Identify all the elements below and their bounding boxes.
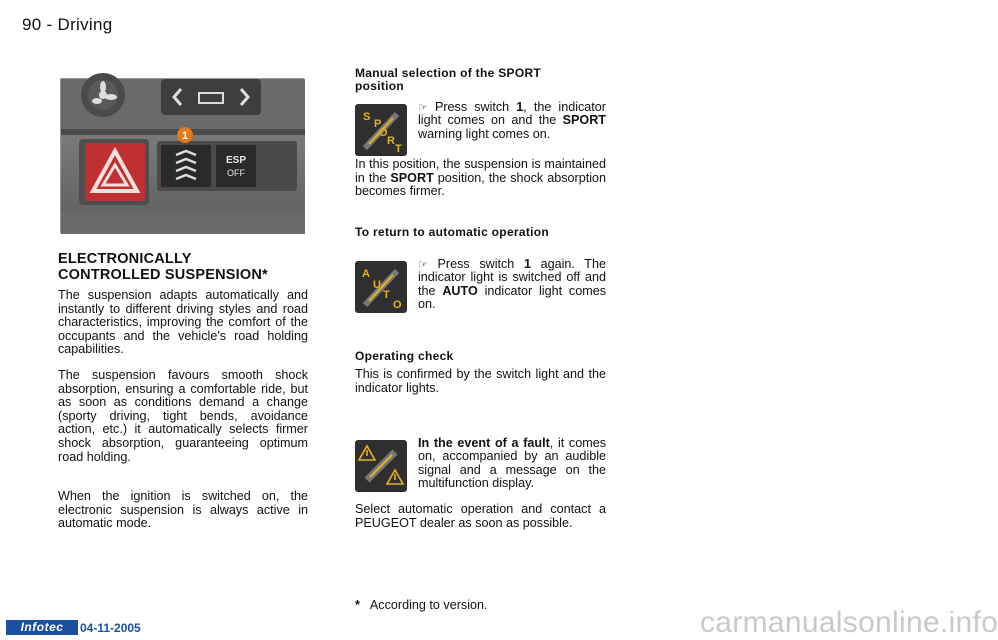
pointer-icon: ☞: [418, 258, 438, 271]
esp-label: ESP: [225, 155, 247, 166]
auto-indicator-icon: [355, 261, 407, 313]
auto-letter: A: [362, 268, 370, 280]
page-title: 90 - Driving: [22, 15, 113, 34]
dashboard-switch-illustration: [61, 79, 305, 234]
esp-off-button: [216, 145, 256, 187]
check-heading: Operating check: [355, 349, 454, 363]
dealer-paragraph: Select automatic operation and contact a PEUGEOT dealer as soon as possible.: [355, 502, 606, 530]
footnote: [355, 598, 488, 612]
sport-paragraph: In this position, the suspension is maintained in the SPORT position, the shock absorption becomes firmer.: [355, 157, 607, 199]
infotec-logo: Infotec: [6, 620, 78, 635]
pointer-icon: ☞: [418, 101, 435, 114]
return-bullet: ☞ Press switch 1 again. The indicator light is switched off and the AUTO indicator light comes on.: [418, 257, 607, 312]
dashboard-switch-photo: [60, 78, 304, 233]
sport-heading: [355, 67, 605, 93]
auto-letter: O: [393, 299, 402, 311]
sport-heading-line1: Manual selection of the SPORT: [355, 66, 542, 80]
sport-letter: P: [374, 118, 382, 130]
fault-warning-icon: [355, 440, 407, 492]
sport-letter: O: [379, 127, 388, 139]
sport-letter: R: [387, 135, 395, 147]
publication-date: 04-11-2005: [80, 621, 141, 635]
sport-indicator-icon: [355, 104, 407, 156]
sport-bullet: ☞ Press switch 1, the indicator light comes on and the SPORT warning light comes on.: [418, 100, 607, 141]
footnote-text: According to version.: [369, 598, 488, 612]
return-heading: To return to automatic operation: [355, 225, 550, 239]
section-heading: [58, 251, 308, 283]
section-heading-line2: CONTROLLED SUSPENSION*: [58, 267, 268, 283]
section-heading-line1: ELECTRONICALLY: [58, 251, 192, 267]
callout-number-1: [177, 127, 193, 143]
intro-paragraph: The suspension adapts automatically and instantly to different driving styles and road characteristics, improving the comfort of the occupants and the vehicle's road holding capabilities.: [58, 288, 308, 357]
auto-letter: T: [383, 289, 390, 301]
auto-letter: U: [373, 279, 381, 291]
ignition-paragraph: When the ignition is switched on, the electronic suspension is always active in automatic mode.: [58, 489, 308, 531]
suspension-paragraph: The suspension favours smooth shock absorption, ensuring a comfortable ride, but as soon as conditions demand a change (sporty driving, tight bends, avoidance action, etc.) it automatically selects firmer shock absorption, guaranteeing optimum road holding.: [58, 368, 308, 464]
suspension-switch: [161, 145, 211, 187]
sport-letter: T: [395, 143, 402, 155]
sport-heading-line2: position: [355, 79, 405, 93]
fault-paragraph: In the event of a fault, it comes on, accompanied by an audible signal and a message on the multifunction display.: [418, 436, 606, 491]
footnote-star: *: [355, 598, 360, 612]
watermark: carmanualsonline.info: [700, 606, 998, 639]
sport-letter: S: [363, 111, 371, 123]
check-paragraph: This is confirmed by the switch light and the indicator lights.: [355, 367, 606, 395]
hazard-button: [85, 143, 145, 201]
off-label: OFF: [227, 168, 245, 178]
callout-number-label: 1: [181, 130, 189, 142]
